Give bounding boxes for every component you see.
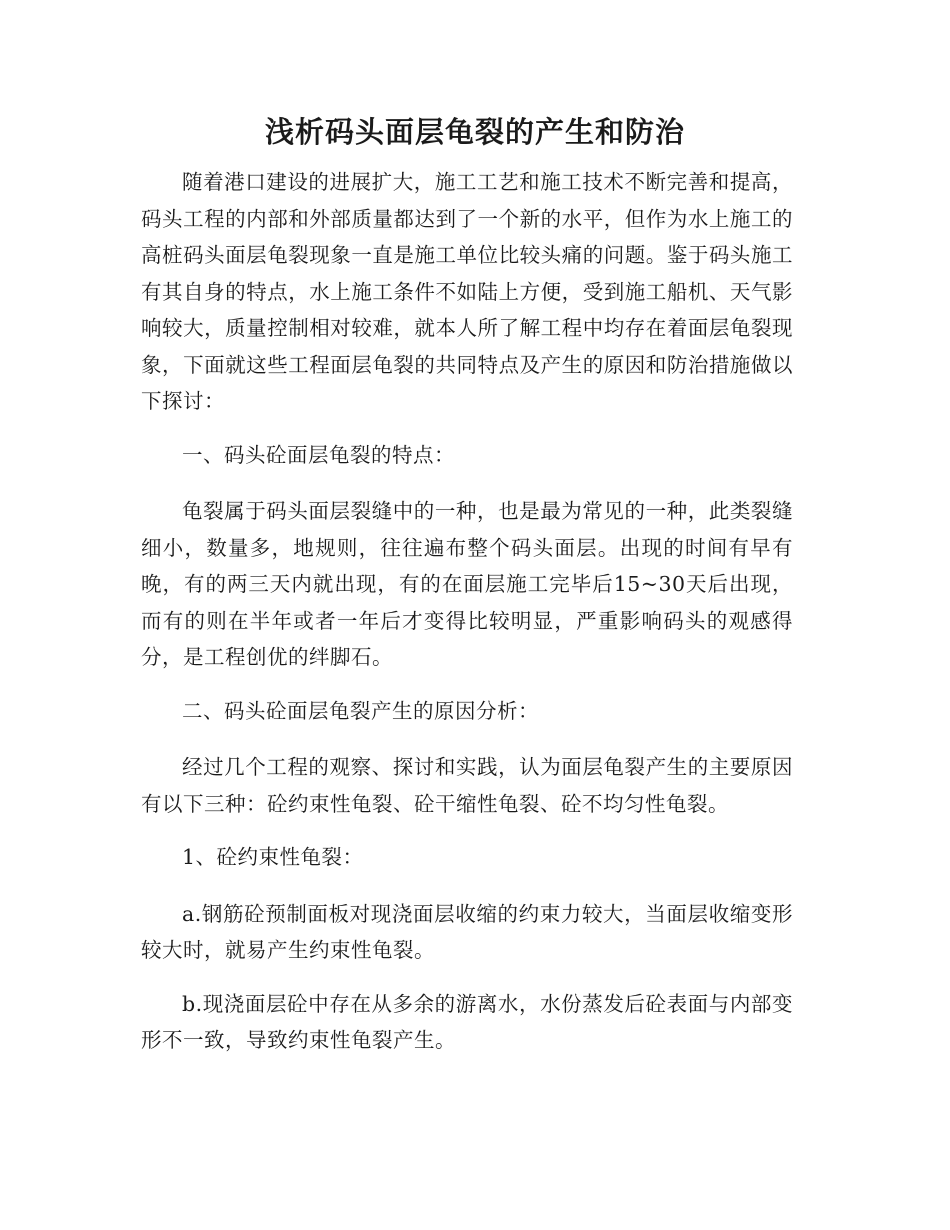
document-body — [141, 164, 793, 1076]
paragraph-section-1: 龟裂属于码头面层裂缝中的一种，也是最为常见的一种，此类裂缝细小，数量多，地规则，往往遍布整个码头面层。出现的时间有早有晚，有的两三天内就出现，有的在面层施工完毕后15~30天后出现，而有的则在半年或者一年后才变得比较明显，严重影响码头的观感得分，是工程创优的绊脚石。 — [141, 499, 793, 669]
page-title: 浅析码头面层龟裂的产生和防治 — [264, 115, 685, 149]
heading-section-2: 二、码头砼面层龟裂产生的原因分析： — [182, 698, 539, 723]
paragraph-section-2: 经过几个工程的观察、探讨和实践，认为面层龟裂产生的主要原因有以下三种：砼约束性龟裂、砼干缩性龟裂、砼不均匀性龟裂。 — [141, 755, 793, 816]
paragraph-item-a: a.钢筋砼预制面板对现浇面层收缩的约束力较大，当面层收缩变形较大时，就易产生约束性龟裂。 — [141, 901, 793, 962]
paragraph-item-b: b.现浇面层砼中存在从多余的游离水，水份蒸发后砼表面与内部变形不一致，导致约束性龟裂产生。 — [141, 991, 793, 1052]
heading-subsection-1: 1、砼约束性龟裂： — [182, 845, 364, 869]
heading-section-1: 一、码头砼面层龟裂的特点： — [182, 442, 455, 467]
paragraph-intro: 随着港口建设的进展扩大，施工工艺和施工技术不断完善和提高，码头工程的内部和外部质量都达到了一个新的水平，但作为水上施工的高桩码头面层龟裂现象一直是施工单位比较头痛的问题。鉴于码头施工有其自身的特点，水上施工条件不如陆上方便，受到施工船机、天气影响较大，质量控制相对较难，就本人所了解工程中均存在着面层龟裂现象，下面就这些工程面层龟裂的共同特点及产生的原因和防治措施做以下探讨： — [141, 170, 793, 413]
